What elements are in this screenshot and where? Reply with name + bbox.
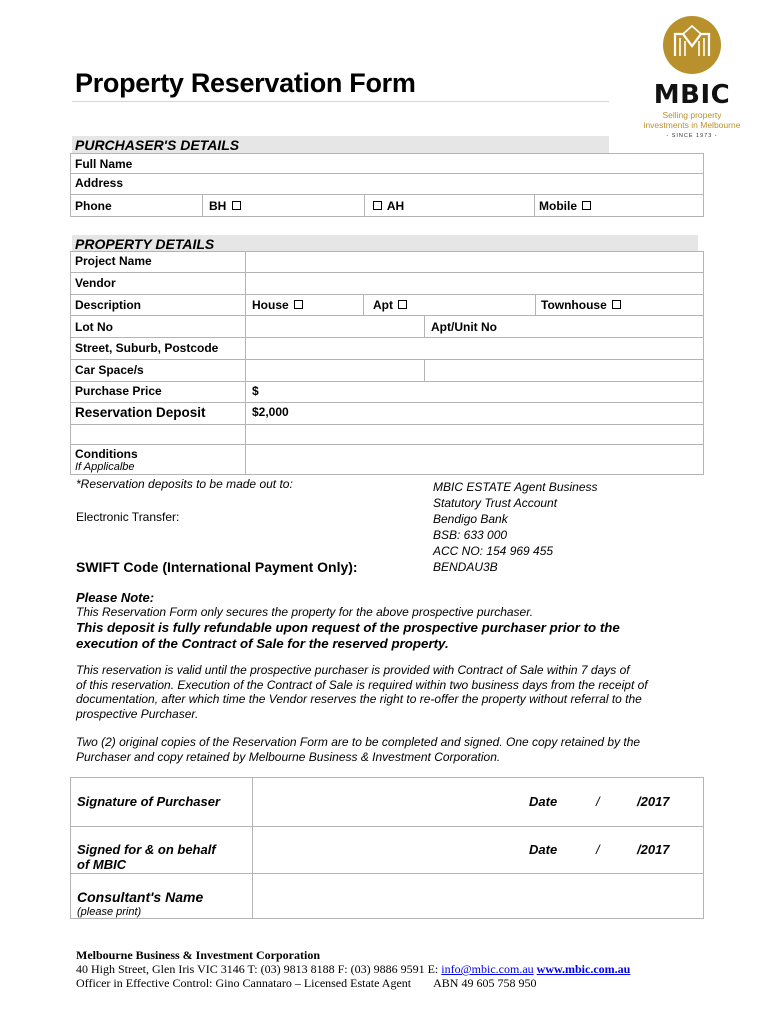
description-row	[71, 294, 703, 315]
conditions-row	[71, 444, 703, 476]
validity-paragraph: This reservation is valid until the prospective purchaser is provided with Contract of Sale within 7 days of of this reservation. Execution of the Contract of Sale is required within two business days from the receipt of documentation, after which time the Vendor reserves the right to re-offer the property without referral to the prospective Purchaser.	[76, 663, 648, 721]
ah-checkbox[interactable]	[373, 201, 382, 210]
purchase-price-label: Purchase Price	[75, 384, 162, 398]
townhouse-option[interactable]: Townhouse	[541, 298, 623, 312]
purchaser-date-slash: /	[596, 794, 600, 809]
please-note-heading: Please Note:	[76, 590, 155, 605]
full-name-row	[71, 154, 703, 173]
purchaser-date-year: /2017	[637, 794, 670, 809]
swift-code-label: SWIFT Code (International Payment Only):	[76, 559, 358, 575]
ah-option[interactable]: AH	[371, 199, 404, 213]
mobile-checkbox[interactable]	[582, 201, 591, 210]
apt-unit-label: Apt/Unit No	[431, 320, 497, 334]
townhouse-checkbox[interactable]	[612, 300, 621, 309]
mbic-date-slash: /	[596, 842, 600, 857]
apt-option[interactable]: Apt	[373, 298, 409, 312]
refund-notice: This deposit is fully refundable upon request of the prospective purchaser prior to the execution of the Contract of Sale for the reserved property.	[76, 620, 620, 651]
trust-account-details: MBIC ESTATE Agent Business Statutory Trust Account Bendigo Bank BSB: 633 000 ACC NO: 154 969 455 BENDAU3B	[433, 480, 598, 574]
page-title: Property Reservation Form	[75, 68, 416, 98]
note-line-1: This Reservation Form only secures the property for the above prospective purchaser.	[76, 605, 534, 619]
car-space-label: Car Space/s	[75, 363, 144, 377]
footer-website-link[interactable]: www.mbic.com.au	[536, 962, 631, 976]
footer-company: Melbourne Business & Investment Corporation	[76, 948, 321, 962]
consultant-label: Consultant's Name	[77, 889, 204, 905]
phone-row	[71, 194, 703, 217]
mobile-option[interactable]: Mobile	[539, 199, 593, 213]
lot-row	[71, 315, 703, 337]
purchaser-section-heading: PURCHASER'S DETAILS	[72, 136, 609, 153]
purchaser-date-label: Date	[529, 794, 558, 809]
apt-checkbox[interactable]	[398, 300, 407, 309]
description-label: Description	[75, 298, 142, 312]
logo-wordmark: MBIC	[653, 80, 731, 110]
deposit-row	[71, 402, 703, 424]
bh-option[interactable]: BH	[209, 199, 243, 213]
purchase-price-row	[71, 381, 703, 402]
house-checkbox[interactable]	[294, 300, 303, 309]
purchaser-signature-row	[71, 778, 703, 826]
car-space-row	[71, 359, 703, 381]
mbic-signature-row	[71, 826, 703, 873]
purchase-price-value: $	[252, 384, 259, 398]
company-footer	[76, 948, 630, 990]
property-section-heading: PROPERTY DETAILS	[72, 235, 698, 252]
vendor-row	[71, 272, 703, 294]
phone-label: Phone	[75, 199, 112, 213]
conditions-label: Conditions	[75, 447, 138, 461]
lot-no-label: Lot No	[75, 320, 113, 334]
project-name-row	[71, 252, 703, 272]
deposit-value: $2,000	[252, 405, 289, 419]
street-label: Street, Suburb, Postcode	[75, 341, 219, 355]
mbic-date-label: Date	[529, 842, 558, 857]
deposit-label: Reservation Deposit	[75, 405, 206, 420]
property-details-table	[70, 251, 704, 475]
logo-since: - SINCE 1973 -	[666, 133, 718, 139]
footer-email-link[interactable]: info@mbic.com.au	[441, 962, 534, 976]
purchaser-details-table	[70, 153, 704, 217]
house-option[interactable]: House	[252, 298, 305, 312]
consultant-row	[71, 873, 703, 919]
footer-contact: 40 High Street, Glen Iris VIC 3146 T: (03) 9813 8188 F: (03) 9886 9591 E: info@mbic.com.au www.mbic.com.au	[76, 962, 631, 976]
footer-officer: Officer in Effective Control: Gino Cannataro – Licensed Estate Agent ABN 49 605 758 950	[76, 976, 537, 990]
purchaser-signature-label: Signature of Purchaser	[77, 794, 221, 809]
title-divider	[72, 101, 609, 102]
full-name-label: Full Name	[75, 157, 133, 171]
logo-tagline: Selling property investments in Melbourne	[643, 110, 741, 130]
conditions-sub: If Applicalbe	[75, 461, 135, 473]
blank-row	[71, 424, 703, 444]
consultant-sub: (please print)	[77, 906, 142, 918]
vendor-label: Vendor	[75, 276, 116, 290]
street-row	[71, 337, 703, 359]
project-name-label: Project Name	[75, 254, 152, 268]
logo-emblem-icon	[663, 16, 721, 74]
mbic-signature-label: Signed for & on behalf of MBIC	[77, 842, 216, 872]
address-row	[71, 173, 703, 195]
signature-table	[70, 777, 704, 919]
electronic-transfer-label: Electronic Transfer:	[76, 510, 180, 524]
deposits-note: *Reservation deposits to be made out to:	[76, 477, 293, 491]
copies-paragraph: Two (2) original copies of the Reservation Form are to be completed and signed. One copy retained by the Purchaser and copy retained by Melbourne Business & Investment Corporation.	[76, 735, 641, 764]
bh-checkbox[interactable]	[232, 201, 241, 210]
mbic-date-year: /2017	[637, 842, 670, 857]
mbic-logo	[636, 16, 748, 140]
address-label: Address	[75, 176, 124, 190]
